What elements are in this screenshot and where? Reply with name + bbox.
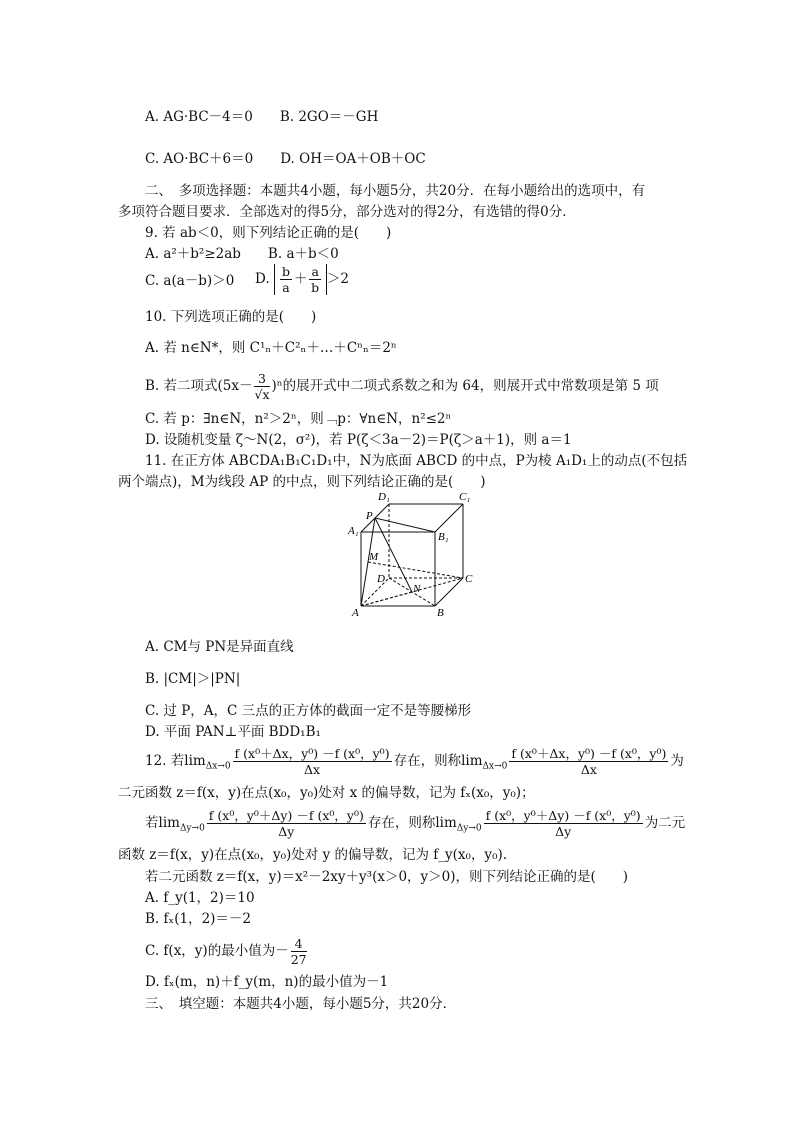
q12-line-4: 函数 z＝f(x，y)在点(x₀，y₀)处对 y 的偏导数，记为 f_y(x₀，y₀). — [118, 847, 508, 863]
label-C1: C₁ — [459, 491, 471, 503]
q12-line-2: 二元函数 z＝f(x，y)在点(x₀，y₀)处对 x 的偏导数，记为 fₓ(x₀，y₀)； — [118, 785, 535, 801]
section-2-instructions: 多项符合题目要求．全部选对的得5分，部分选对的得2分，有选错的得0分． — [118, 204, 576, 220]
label-D: D — [377, 573, 385, 585]
q8-options-cd: C. AO·BC＋6＝0 D. OH＝OA＋OB＋OC — [145, 151, 426, 167]
q12-line-1: 12. 若$\lim_{\Delta x\to 0}$ $\frac{\text{f (x⁰＋Δx，y⁰) －f (x⁰，y⁰)}}{\Delta x}$ 存在，则称$\lim_{\Delta x\to 0}$ $\frac{\text{f (x⁰＋Δx，y⁰) －f (x⁰，y⁰)}}{\Delta x}$ 为 — [145, 746, 684, 777]
q12-option-a: A. f_y(1，2)＝10 — [145, 890, 255, 906]
q11-option-d: D. 平面 PAN⊥平面 BDD₁B₁ — [145, 724, 321, 740]
q9-option-d: D. $\frac{b}{a}$ ＋ $\frac{a}{b}$ ＞2 — [255, 264, 349, 295]
q9-option-c: C. a(a－b)＞0 — [145, 273, 235, 289]
q11-option-c: C. 过 P，A，C 三点的正方体的截面一定不是等腰梯形 — [145, 703, 472, 719]
q9-options-ab: A. a²＋b²≥2ab B. a＋b＜0 — [145, 246, 339, 262]
label-D1: D₁ — [378, 491, 390, 503]
q12-line-5: 若二元函数 z＝f(x，y)＝x²－2xy＋y³(x＞0，y＞0)，则下列结论正确的是( ) — [145, 869, 629, 885]
q9-stem: 9. 若 ab＜0，则下列结论正确的是( ) — [145, 225, 392, 241]
q11-stem-cont: 两个端点)，M为线段 AP 的中点，则下列结论正确的是( ) — [118, 474, 486, 490]
q8-options-ab: A. AG·BC－4＝0 B. 2GO＝－GH — [145, 109, 379, 125]
label-A1: A₁ — [348, 525, 359, 537]
q12-option-d: D. fₓ(m，n)＋f_y(m，n)的最小值为－1 — [145, 974, 389, 990]
q10-option-d: D. 设随机变量 ζ～N(2，σ²)，若 P(ζ＜3a－2)＝P(ζ＞a＋1)，则 a＝1 — [145, 432, 572, 448]
q10-option-a: A. 若 n∈N*，则 C¹ₙ＋C²ₙ＋…＋Cⁿₙ＝2ⁿ — [145, 340, 397, 356]
q10-option-b: B. 若二项式(5x－ $\frac{3}{√x}$ )ⁿ的展开式中二项式系数之和为 64，则展开式中常数项是第 5 项 — [145, 371, 659, 402]
label-B: B — [437, 607, 444, 618]
label-C: C — [465, 573, 473, 585]
q11-option-b: B. |CM|＞|PN| — [145, 671, 241, 687]
q12-option-b: B. fₓ(1，2)＝－2 — [145, 911, 252, 927]
label-A: A — [352, 607, 359, 618]
section-3-heading: 三、 填空题：本题共4小题，每小题5分，共20分． — [145, 996, 457, 1012]
q12-option-c: C. f(x，y)的最小值为－ $\frac{4}{27}$ — [145, 936, 307, 967]
label-B1: B₁ — [438, 531, 449, 543]
label-M: M — [369, 551, 379, 563]
q11-option-a: A. CM与 PN是异面直线 — [145, 639, 294, 655]
q12-line-3: 若$\lim_{\Delta y\to 0}$ $\frac{\text{f (x⁰，y⁰＋Δy) －f (x⁰，y⁰)}}{\Delta y}$ 存在，则称$\lim_{\Delta y\to 0}$ $\frac{\text{f (x⁰，y⁰＋Δy) －f (x⁰，y⁰)}}{\Delta y}$ 为二元 — [145, 808, 686, 839]
section-2-heading: 二、 多项选择题：本题共4小题，每小题5分，共20分．在每小题给出的选项中，有 — [145, 183, 646, 199]
cube-figure — [345, 488, 480, 618]
q10-stem: 10. 下列选项正确的是( ) — [145, 309, 317, 325]
q11-stem: 11. 在正方体 ABCDA₁B₁C₁D₁中，N为底面 ABCD 的中点，P为棱 A₁D₁上的动点(不包括 — [145, 453, 688, 469]
label-N: N — [413, 583, 421, 595]
q10-option-c: C. 若 p：∃n∈N，n²＞2ⁿ，则﹁p：∀n∈N，n²≤2ⁿ — [145, 411, 452, 427]
label-P: P — [366, 510, 373, 522]
